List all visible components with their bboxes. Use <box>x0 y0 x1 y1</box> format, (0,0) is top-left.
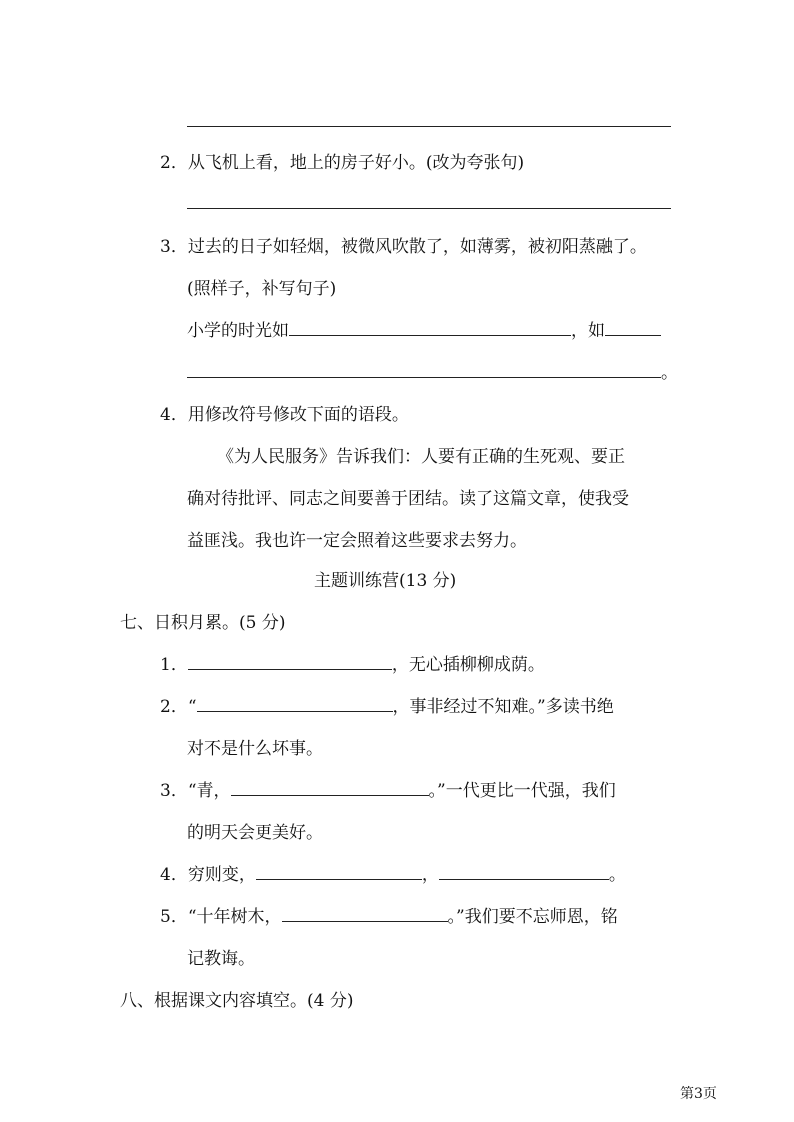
q6-item-4-para-3: 益匪浅。我也许一定会照着这些要求去努力。 <box>187 531 527 551</box>
item-text: ，事非经过不知难。”多读书绝 <box>392 697 614 717</box>
item-text: 过去的日子如轻烟，被微风吹散了，如薄雾，被初阳蒸融了。 <box>187 237 647 257</box>
fill-mid: ，如 <box>571 321 605 341</box>
blank[interactable] <box>256 863 422 880</box>
q6-item-3-instruction: (照样子，补写句子) <box>187 279 337 299</box>
item-text: “十年树木， <box>187 907 282 927</box>
item-text: 用修改符号修改下面的语段。 <box>187 405 409 425</box>
q7-item-3 <box>160 776 616 801</box>
blank[interactable] <box>187 361 661 378</box>
q6-item-3 <box>160 232 647 257</box>
blank[interactable] <box>605 319 661 336</box>
q7-item-5-cont: 记教诲。 <box>187 949 255 969</box>
q6-item-3-fill <box>187 316 661 341</box>
fill-prefix: 小学的时光如 <box>187 321 289 341</box>
item-number: 4． <box>160 865 188 885</box>
q7-item-5 <box>160 902 618 927</box>
item-text: “ <box>187 697 197 717</box>
q6-item-4 <box>160 400 409 425</box>
fill-end: 。 <box>661 363 678 383</box>
q7-item-1 <box>160 650 545 675</box>
blank[interactable] <box>439 863 609 880</box>
blank[interactable] <box>282 905 448 922</box>
item-number: 1． <box>160 655 188 675</box>
item-number: 3． <box>160 237 188 257</box>
item-number: 2． <box>160 153 188 173</box>
q6-item-3-fill-line2 <box>187 358 678 383</box>
blank[interactable] <box>197 695 393 712</box>
q6-item-4-para-1: 《为人民服务》告诉我们：人要有正确的生死观、要正 <box>217 447 625 467</box>
answer-line-1[interactable] <box>187 126 671 127</box>
item-text: “青， <box>187 781 231 801</box>
item-number: 4． <box>160 405 188 425</box>
item-number: 3． <box>160 781 188 801</box>
q7-heading: 七、日积月累。(5 分) <box>120 613 286 633</box>
item-text: 穷则变， <box>187 865 256 885</box>
q7-item-2-cont: 对不是什么坏事。 <box>187 739 323 759</box>
item-number: 5． <box>160 907 188 927</box>
item-text: 。”一代更比一代强，我们 <box>428 781 616 801</box>
blank[interactable] <box>188 653 392 670</box>
item-text: ，无心插柳柳成荫。 <box>391 655 545 675</box>
item-number: 2． <box>160 697 188 717</box>
blank[interactable] <box>231 779 429 796</box>
item-text: 。”我们要不忘师恩，铭 <box>447 907 618 927</box>
q7-item-3-cont: 的明天会更美好。 <box>187 823 323 843</box>
q7-item-2 <box>160 692 614 717</box>
q8-heading: 八、根据课文内容填空。(4 分) <box>120 991 354 1011</box>
q6-item-2 <box>160 148 524 173</box>
blank[interactable] <box>289 319 571 336</box>
item-text: 。 <box>608 865 626 885</box>
page-number: 第3页 <box>680 1086 717 1102</box>
answer-line-2[interactable] <box>187 208 671 209</box>
q6-item-4-para-2: 确对待批评、同志之间要善于团结。读了这篇文章，使我受 <box>187 489 629 509</box>
section-title: 主题训练营(13 分) <box>314 571 457 591</box>
q7-item-4 <box>160 860 626 885</box>
item-text: 从飞机上看，地上的房子好小。(改为夸张句) <box>187 153 525 173</box>
item-text: ， <box>421 865 439 885</box>
